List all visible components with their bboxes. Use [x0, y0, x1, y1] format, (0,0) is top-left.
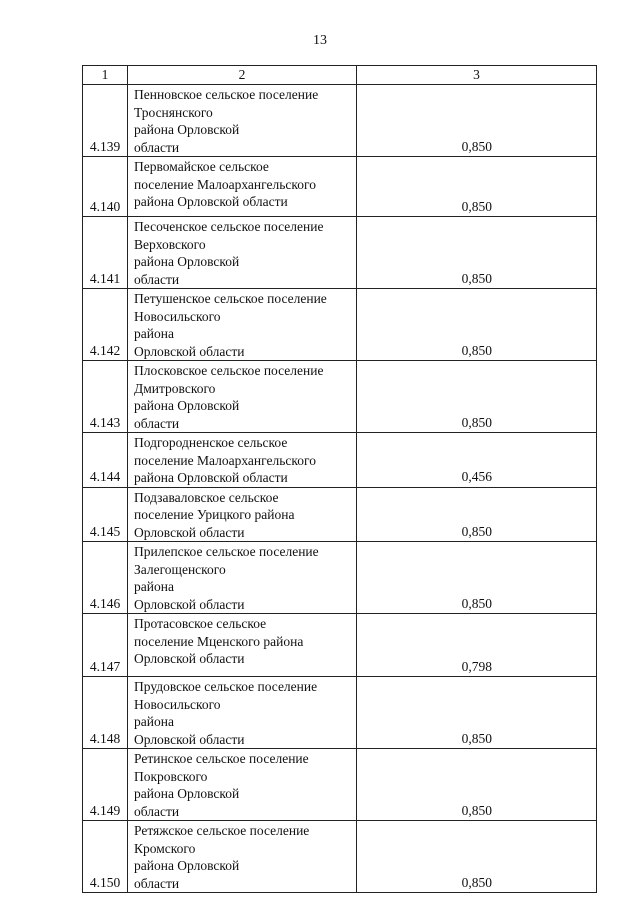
- table-row: [83, 289, 597, 361]
- coefficient-value: 0,456: [357, 433, 597, 488]
- column-header-number: 1: [83, 66, 128, 85]
- row-number: 4.146: [83, 542, 128, 614]
- coefficient-value: 0,850: [357, 749, 597, 821]
- coefficient-value: 0,850: [357, 217, 597, 289]
- table-row: [83, 217, 597, 289]
- row-number: 4.147: [83, 614, 128, 677]
- row-number: 4.145: [83, 487, 128, 542]
- row-number: 4.139: [83, 85, 128, 157]
- row-number: 4.144: [83, 433, 128, 488]
- table-row: [83, 85, 597, 157]
- settlement-name: Прилепское сельское поселение Залегощенского района Орловской области: [128, 542, 357, 614]
- data-table: [82, 65, 597, 893]
- table-header-row: [83, 66, 597, 85]
- row-number: 4.149: [83, 749, 128, 821]
- settlement-name: Петушенское сельское поселение Новосильского района Орловской области: [128, 289, 357, 361]
- settlement-name: Пенновское сельское поселение Троснянского района Орловской области: [128, 85, 357, 157]
- coefficient-value: 0,850: [357, 157, 597, 217]
- table-row: [83, 157, 597, 217]
- settlement-name: Протасовское сельское поселение Мценского района Орловской области: [128, 614, 357, 677]
- row-number: 4.150: [83, 821, 128, 893]
- table-row: [83, 614, 597, 677]
- coefficient-value: 0,850: [357, 542, 597, 614]
- table-row: [83, 749, 597, 821]
- row-number: 4.141: [83, 217, 128, 289]
- table-row: [83, 361, 597, 433]
- row-number: 4.142: [83, 289, 128, 361]
- settlement-name: Ретинское сельское поселение Покровского района Орловской области: [128, 749, 357, 821]
- settlement-name: Подгородненское сельское поселение Малоархангельского района Орловской области: [128, 433, 357, 488]
- settlement-name: Подзаваловское сельское поселение Урицкого района Орловской области: [128, 487, 357, 542]
- coefficient-value: 0,850: [357, 361, 597, 433]
- settlement-name: Плосковское сельское поселение Дмитровского района Орловской области: [128, 361, 357, 433]
- row-number: 4.140: [83, 157, 128, 217]
- coefficient-value: 0,850: [357, 677, 597, 749]
- table-row: [83, 487, 597, 542]
- settlement-name: Песоченское сельское поселение Верховского района Орловской области: [128, 217, 357, 289]
- settlement-name: Первомайское сельское поселение Малоархангельского района Орловской области: [128, 157, 357, 217]
- coefficient-value: 0,850: [357, 85, 597, 157]
- page-number: 13: [313, 33, 327, 48]
- row-number: 4.148: [83, 677, 128, 749]
- coefficient-value: 0,798: [357, 614, 597, 677]
- table-row: [83, 821, 597, 893]
- table-row: [83, 677, 597, 749]
- coefficient-value: 0,850: [357, 289, 597, 361]
- column-header-value: 3: [357, 66, 597, 85]
- column-header-name: 2: [128, 66, 357, 85]
- coefficient-value: 0,850: [357, 821, 597, 893]
- settlement-name: Прудовское сельское поселение Новосильского района Орловской области: [128, 677, 357, 749]
- settlement-name: Ретяжское сельское поселение Кромского района Орловской области: [128, 821, 357, 893]
- coefficient-value: 0,850: [357, 487, 597, 542]
- row-number: 4.143: [83, 361, 128, 433]
- table-row: [83, 433, 597, 488]
- table-row: [83, 542, 597, 614]
